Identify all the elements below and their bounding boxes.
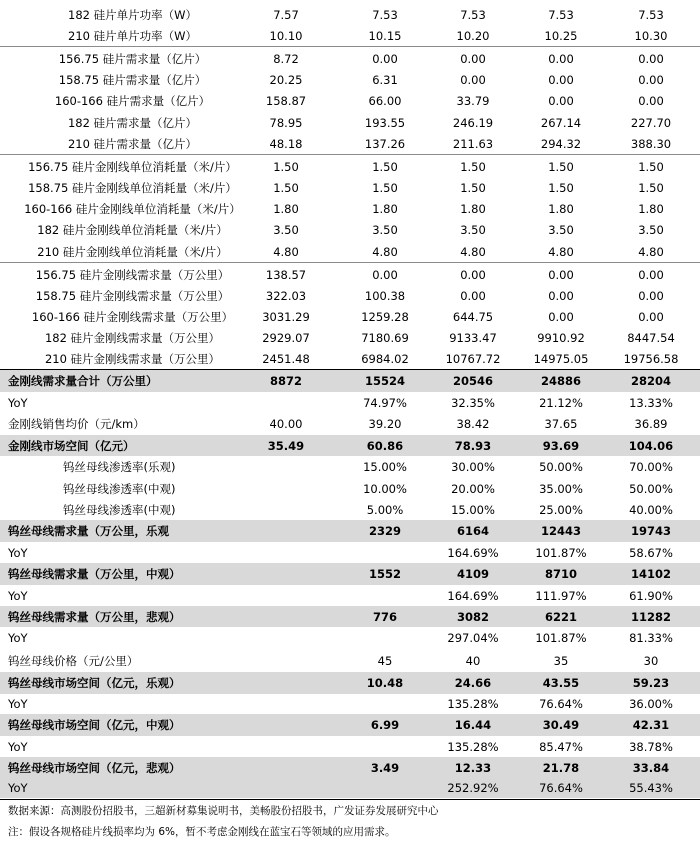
row-label: 钨丝母线市场空间（亿元，中观） xyxy=(8,718,181,732)
cell-value: 0.00 xyxy=(460,72,486,87)
cell-value: 66.00 xyxy=(368,94,402,108)
cell-value: 20.00% xyxy=(451,481,495,496)
cell-value: 5.00% xyxy=(366,502,404,517)
cell-value xyxy=(241,585,331,606)
cell-value: 1552 xyxy=(368,567,401,581)
cell-value: 2929.07 xyxy=(262,330,310,345)
row-label: 钨丝母线市场空间（亿元，乐观） xyxy=(8,676,181,690)
cell-value: 10767.72 xyxy=(445,352,501,366)
cell-value: 137.26 xyxy=(364,136,406,151)
cell-value xyxy=(241,478,331,499)
table-row xyxy=(0,327,700,348)
cell-value: 3031.29 xyxy=(262,309,310,324)
cell-value: 0.00 xyxy=(460,267,486,282)
table-row xyxy=(0,563,700,585)
cell-value: 1.50 xyxy=(372,159,398,174)
cell-value: 6.99 xyxy=(370,718,400,732)
cell-value: 0.00 xyxy=(638,309,664,324)
cell-value: 55.43% xyxy=(629,781,673,795)
cell-value: 14975.05 xyxy=(533,352,589,366)
cell-value: 111.97% xyxy=(535,588,587,603)
cell-value: 21.12% xyxy=(539,395,583,410)
cell-value: 267.14 xyxy=(540,115,582,130)
row-label: 156.75 硅片需求量（亿片） xyxy=(58,51,207,66)
table-row xyxy=(0,627,700,649)
cell-value: 30.00% xyxy=(451,460,495,474)
cell-value: 58.67% xyxy=(629,545,673,560)
cell-value: 4.80 xyxy=(460,244,486,259)
cell-value xyxy=(241,627,331,649)
table-row xyxy=(0,778,700,798)
table-row xyxy=(0,757,700,778)
cell-value: 0.00 xyxy=(548,72,574,87)
cell-value: 8872 xyxy=(269,374,302,388)
cell-value: 0.00 xyxy=(638,72,664,87)
table-row xyxy=(0,714,700,736)
cell-value: 776 xyxy=(372,609,397,624)
cell-value: 36.00% xyxy=(629,697,673,711)
cell-value: 30.49 xyxy=(542,718,580,732)
table-row xyxy=(0,285,700,306)
cell-value: 0.00 xyxy=(548,267,574,282)
divider xyxy=(0,369,700,370)
cell-value: 10.00% xyxy=(363,481,407,496)
cell-value: 1.80 xyxy=(638,201,664,216)
cell-value: 1.50 xyxy=(372,180,398,195)
table-row xyxy=(0,4,700,25)
table-row xyxy=(0,413,700,435)
cell-value: 7.53 xyxy=(372,7,398,22)
cell-value: 3.50 xyxy=(548,223,574,237)
row-label: 182 硅片单片功率（W） xyxy=(68,7,197,22)
cell-value: 138.57 xyxy=(265,267,307,282)
table-row xyxy=(0,435,700,456)
cell-value xyxy=(241,456,331,478)
cell-value: 193.55 xyxy=(364,115,406,130)
cell-value: 1.50 xyxy=(460,159,486,174)
cell-value: 24886 xyxy=(540,374,581,388)
cell-value xyxy=(340,627,430,649)
cell-value: 246.19 xyxy=(452,115,494,130)
table-row xyxy=(0,499,700,520)
cell-value: 48.18 xyxy=(269,136,303,151)
cell-value: 9910.92 xyxy=(537,330,585,345)
cell-value: 1.80 xyxy=(273,201,299,216)
table-row xyxy=(0,241,700,262)
cell-value: 37.65 xyxy=(544,417,578,431)
cell-value: 19743 xyxy=(630,524,671,538)
cell-value: 2329 xyxy=(368,524,401,538)
cell-value: 7.53 xyxy=(548,7,574,22)
cell-value: 30 xyxy=(643,653,659,668)
cell-value: 4.80 xyxy=(548,244,574,259)
cell-value: 11282 xyxy=(630,609,671,624)
cell-value: 10.48 xyxy=(366,676,404,690)
divider xyxy=(0,46,700,47)
table-row xyxy=(0,348,700,370)
table-row xyxy=(0,90,700,112)
cell-value: 0.00 xyxy=(548,51,574,66)
row-label: YoY xyxy=(8,588,28,603)
source-note: 数据来源：高测股份招股书，三超新材募集说明书，美畅股份招股书，广发证券发展研究中心 xyxy=(8,805,439,817)
cell-value: 76.64% xyxy=(539,697,583,711)
cell-value: 40 xyxy=(465,653,481,668)
cell-value xyxy=(340,542,430,563)
cell-value: 0.00 xyxy=(638,51,664,66)
cell-value: 0.00 xyxy=(638,267,664,282)
table-row xyxy=(0,133,700,154)
row-label: 金刚线需求量合计（万公里） xyxy=(8,374,158,388)
cell-value: 0.00 xyxy=(460,51,486,66)
cell-value: 3.50 xyxy=(460,223,486,237)
row-label: 210 硅片金刚线需求量（万公里） xyxy=(44,352,221,366)
table-row xyxy=(0,672,700,694)
cell-value: 10.25 xyxy=(544,28,578,43)
cell-value: 0.00 xyxy=(548,309,574,324)
cell-value: 76.64% xyxy=(539,781,583,795)
row-label: 钨丝母线渗透率(乐观) xyxy=(63,460,176,474)
row-label: 182 硅片金刚线需求量（万公里） xyxy=(44,330,221,345)
cell-value xyxy=(340,736,430,757)
cell-value xyxy=(340,778,430,798)
table-row xyxy=(0,25,700,46)
cell-value: 1.50 xyxy=(273,159,299,174)
cell-value: 42.31 xyxy=(632,718,670,732)
cell-value xyxy=(241,520,331,542)
cell-value: 70.00% xyxy=(629,460,673,474)
cell-value: 8.72 xyxy=(273,51,299,66)
table-row xyxy=(0,736,700,757)
cell-value xyxy=(241,778,331,798)
table-row xyxy=(0,264,700,285)
cell-value: 388.30 xyxy=(630,136,672,151)
row-label: 156.75 硅片金刚线单位消耗量（米/片） xyxy=(28,159,237,174)
cell-value: 35.49 xyxy=(267,438,305,453)
cell-value: 101.87% xyxy=(535,631,587,645)
cell-value: 35 xyxy=(553,653,569,668)
divider xyxy=(0,262,700,263)
cell-value: 3.49 xyxy=(370,760,400,775)
cell-value: 297.04% xyxy=(447,631,499,645)
cell-value xyxy=(241,694,331,714)
cell-value: 4109 xyxy=(456,567,489,581)
cell-value: 0.00 xyxy=(372,267,398,282)
row-label: YoY xyxy=(8,739,28,754)
cell-value xyxy=(241,542,331,563)
row-label: 钨丝母线需求量（万公里，悲观） xyxy=(8,609,181,624)
table-row xyxy=(0,48,700,69)
cell-value: 3.50 xyxy=(273,223,299,237)
table-row xyxy=(0,112,700,133)
cell-value: 0.00 xyxy=(372,51,398,66)
row-label: 210 硅片需求量（亿片） xyxy=(67,136,198,151)
row-label: 210 硅片金刚线单位消耗量（米/片） xyxy=(37,244,228,259)
cell-value: 3082 xyxy=(456,609,489,624)
cell-value: 38.78% xyxy=(629,739,673,754)
row-label: 160-166 硅片需求量（亿片） xyxy=(54,94,211,108)
cell-value: 36.89 xyxy=(634,417,668,431)
table-row xyxy=(0,694,700,714)
cell-value: 24.66 xyxy=(454,676,492,690)
cell-value: 8710 xyxy=(544,567,577,581)
cell-value: 294.32 xyxy=(540,136,582,151)
cell-value: 33.84 xyxy=(632,760,670,775)
table-row xyxy=(0,542,700,563)
cell-value: 0.00 xyxy=(638,94,664,108)
cell-value: 4.80 xyxy=(638,244,664,259)
divider xyxy=(0,799,700,800)
cell-value: 14102 xyxy=(630,567,671,581)
table-row xyxy=(0,156,700,177)
cell-value: 100.38 xyxy=(364,288,406,303)
cell-value: 40.00% xyxy=(629,502,673,517)
cell-value: 21.78 xyxy=(542,760,580,775)
row-label: 158.75 硅片金刚线单位消耗量（米/片） xyxy=(28,180,237,195)
row-label: 钨丝母线价格（元/公里） xyxy=(8,653,139,668)
row-label: 钨丝母线渗透率(中观) xyxy=(63,481,176,496)
row-label: YoY xyxy=(8,545,28,560)
cell-value: 1.50 xyxy=(638,159,664,174)
cell-value: 644.75 xyxy=(452,309,494,324)
cell-value: 25.00% xyxy=(539,502,583,517)
cell-value: 211.63 xyxy=(452,136,494,151)
cell-value: 6221 xyxy=(544,609,577,624)
row-label: 158.75 硅片需求量（亿片） xyxy=(58,72,207,87)
cell-value: 32.35% xyxy=(451,395,495,410)
cell-value: 1.50 xyxy=(548,159,574,174)
cell-value: 1259.28 xyxy=(361,309,409,324)
cell-value: 19756.58 xyxy=(623,352,679,366)
cell-value: 0.00 xyxy=(460,288,486,303)
cell-value: 61.90% xyxy=(629,588,673,603)
cell-value xyxy=(340,585,430,606)
cell-value: 1.80 xyxy=(548,201,574,216)
cell-value: 104.06 xyxy=(628,438,674,453)
table-row xyxy=(0,456,700,478)
row-label: 金刚线销售均价（元/km） xyxy=(8,417,145,431)
cell-value xyxy=(241,714,331,736)
cell-value: 10.10 xyxy=(269,28,303,43)
cell-value: 0.00 xyxy=(548,94,574,108)
row-label: 金刚线市场空间（亿元） xyxy=(8,438,135,453)
cell-value: 13.33% xyxy=(629,395,673,410)
cell-value: 4.80 xyxy=(273,244,299,259)
row-label: 钨丝母线需求量（万公里，中观） xyxy=(8,567,181,581)
cell-value: 1.50 xyxy=(638,180,664,195)
cell-value: 0.00 xyxy=(548,288,574,303)
cell-value: 2451.48 xyxy=(262,352,310,366)
cell-value: 10.30 xyxy=(634,28,668,43)
cell-value: 50.00% xyxy=(629,481,673,496)
cell-value: 135.28% xyxy=(447,697,499,711)
row-label: 钨丝母线渗透率(中观) xyxy=(63,502,176,517)
cell-value: 43.55 xyxy=(542,676,580,690)
cell-value: 1.80 xyxy=(372,201,398,216)
cell-value: 45 xyxy=(377,653,393,668)
table-row xyxy=(0,520,700,542)
row-label: 156.75 硅片金刚线需求量（万公里） xyxy=(35,267,230,282)
cell-value: 10.20 xyxy=(456,28,490,43)
row-label: 182 硅片金刚线单位消耗量（米/片） xyxy=(37,223,228,237)
row-label: YoY xyxy=(8,781,28,795)
cell-value: 15524 xyxy=(364,374,405,388)
cell-value: 6164 xyxy=(456,524,489,538)
cell-value: 85.47% xyxy=(539,739,583,754)
cell-value xyxy=(241,563,331,585)
cell-value: 93.69 xyxy=(542,438,580,453)
row-label: YoY xyxy=(8,697,28,711)
row-label: YoY xyxy=(8,631,28,645)
table-row xyxy=(0,198,700,219)
cell-value: 16.44 xyxy=(454,718,492,732)
divider xyxy=(0,154,700,155)
cell-value: 4.80 xyxy=(372,244,398,259)
cell-value: 1.50 xyxy=(460,180,486,195)
cell-value: 7.53 xyxy=(460,7,486,22)
row-label: 182 硅片需求量（亿片） xyxy=(67,115,198,130)
table-row xyxy=(0,69,700,90)
table-row xyxy=(0,478,700,499)
cell-value: 7.57 xyxy=(273,7,299,22)
cell-value: 38.42 xyxy=(456,417,490,431)
cell-value: 158.87 xyxy=(265,94,307,108)
cell-value: 59.23 xyxy=(632,676,670,690)
cell-value: 35.00% xyxy=(539,481,583,496)
table-row xyxy=(0,392,700,413)
row-label: YoY xyxy=(8,395,28,410)
table-row xyxy=(0,650,700,671)
cell-value: 9133.47 xyxy=(449,330,497,345)
cell-value xyxy=(241,757,331,778)
row-label: 160-166 硅片金刚线需求量（万公里） xyxy=(31,309,234,324)
cell-value: 1.50 xyxy=(548,180,574,195)
cell-value: 12443 xyxy=(540,524,581,538)
cell-value: 1.50 xyxy=(273,180,299,195)
cell-value: 227.70 xyxy=(630,115,672,130)
cell-value: 101.87% xyxy=(535,545,587,560)
cell-value xyxy=(241,392,331,413)
cell-value: 1.80 xyxy=(460,201,486,216)
cell-value: 252.92% xyxy=(447,781,499,795)
row-label: 钨丝母线市场空间（亿元，悲观） xyxy=(8,760,181,775)
table-row xyxy=(0,585,700,606)
cell-value: 164.69% xyxy=(447,545,499,560)
cell-value: 50.00% xyxy=(539,460,583,474)
cell-value: 60.86 xyxy=(366,438,404,453)
cell-value: 39.20 xyxy=(368,417,402,431)
cell-value: 7.53 xyxy=(638,7,664,22)
cell-value: 15.00% xyxy=(451,502,495,517)
table-row xyxy=(0,306,700,327)
cell-value: 0.00 xyxy=(638,288,664,303)
cell-value xyxy=(241,736,331,757)
cell-value: 78.95 xyxy=(269,115,303,130)
cell-value: 6984.02 xyxy=(361,352,409,366)
cell-value: 10.15 xyxy=(368,28,402,43)
cell-value: 8447.54 xyxy=(627,330,675,345)
cell-value: 6.31 xyxy=(372,72,398,87)
row-label: 210 硅片单片功率（W） xyxy=(68,28,197,43)
cell-value: 74.97% xyxy=(363,395,407,410)
cell-value: 7180.69 xyxy=(361,330,409,345)
cell-value xyxy=(241,672,331,694)
cell-value: 135.28% xyxy=(447,739,499,754)
table-row xyxy=(0,219,700,241)
cell-value: 3.50 xyxy=(638,223,664,237)
cell-value: 81.33% xyxy=(629,631,673,645)
row-label: 160-166 硅片金刚线单位消耗量（米/片） xyxy=(24,201,241,216)
cell-value: 3.50 xyxy=(372,223,398,237)
table-row xyxy=(0,606,700,627)
cell-value: 322.03 xyxy=(265,288,307,303)
cell-value: 28204 xyxy=(630,374,671,388)
footnote: 注：假设各规格硅片线损率均为 6%，暂不考虑金刚线在蓝宝石等领域的应用需求。 xyxy=(8,826,396,838)
table-row xyxy=(0,370,700,392)
cell-value: 33.79 xyxy=(456,94,490,108)
cell-value: 164.69% xyxy=(447,588,499,603)
row-label: 钨丝母线需求量（万公里，乐观 xyxy=(8,524,169,538)
cell-value: 20546 xyxy=(452,374,493,388)
cell-value: 15.00% xyxy=(363,460,407,474)
cell-value: 12.33 xyxy=(454,760,492,775)
cell-value xyxy=(241,499,331,520)
cell-value xyxy=(241,650,331,671)
cell-value: 78.93 xyxy=(454,438,492,453)
cell-value xyxy=(241,606,331,627)
row-label: 158.75 硅片金刚线需求量（万公里） xyxy=(35,288,230,303)
table-row xyxy=(0,177,700,198)
cell-value: 20.25 xyxy=(269,72,303,87)
cell-value xyxy=(340,694,430,714)
cell-value: 40.00 xyxy=(269,417,303,431)
